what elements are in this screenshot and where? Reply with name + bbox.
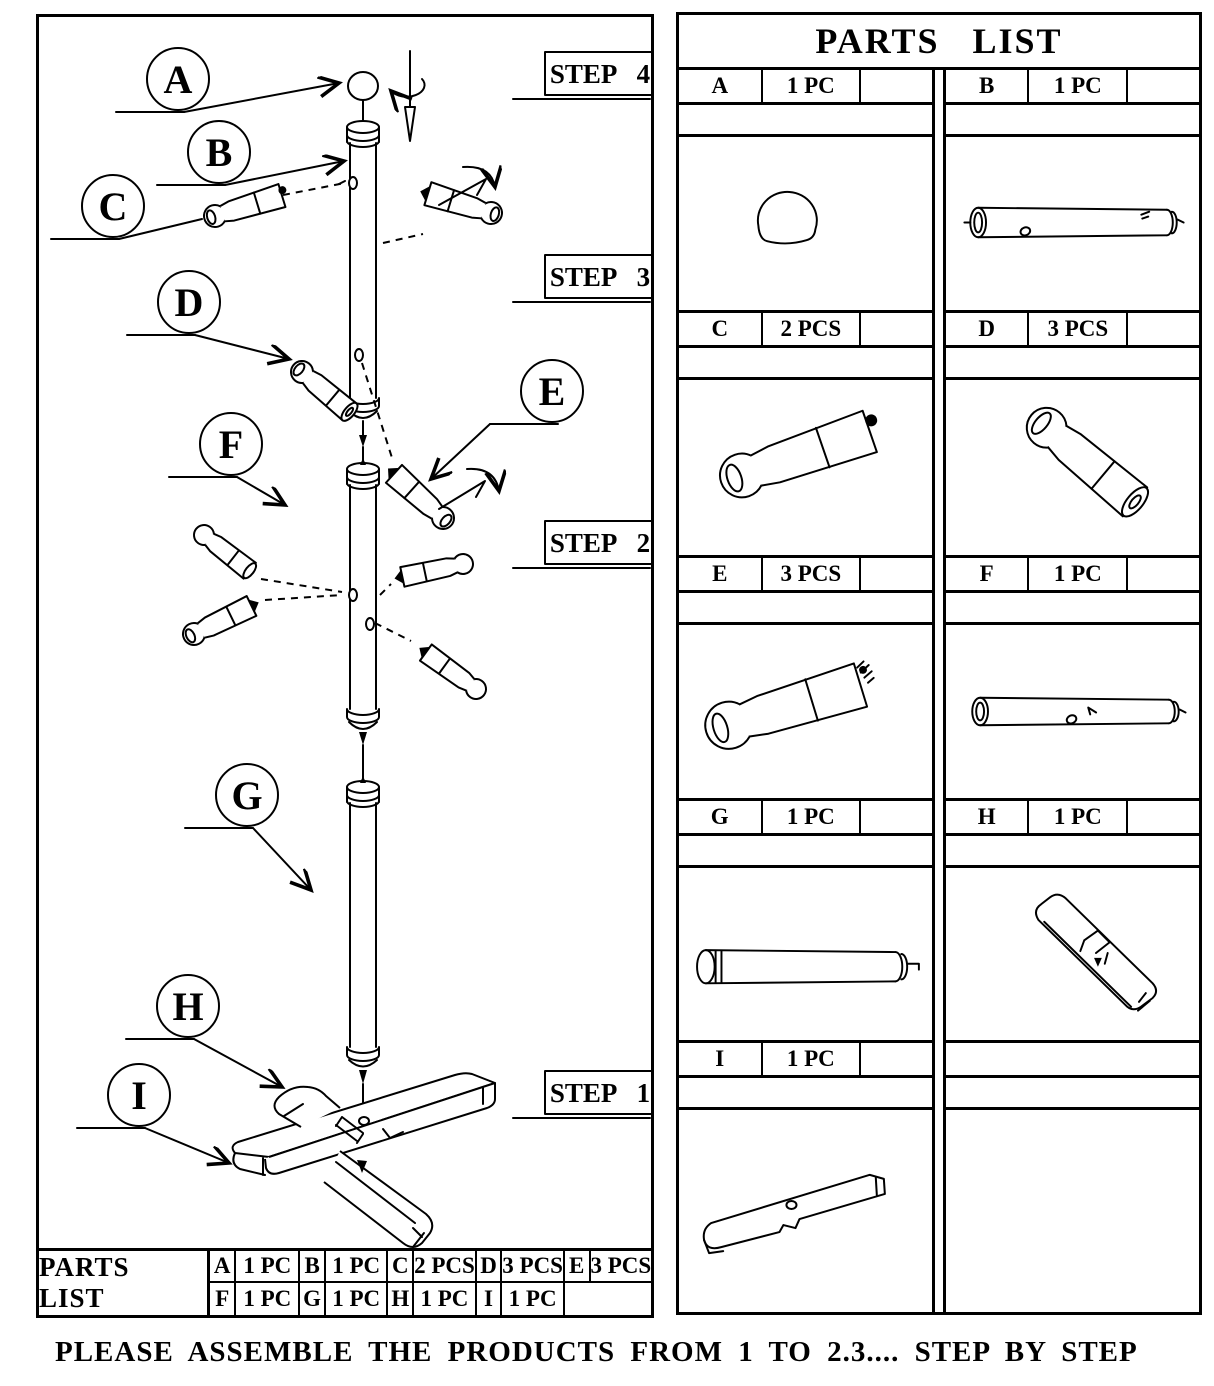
part-a-qty: 1 PC [763,70,862,102]
part-a-id: A [679,70,763,102]
parts-list-title: PARTS LIST [679,15,1199,70]
mini-part-c-qty: 2 PCS [414,1253,475,1278]
mini-part-b [298,1251,386,1283]
part-row-g [679,801,932,1043]
parts-column-left [679,70,932,1312]
mini-part-d-id: D [477,1251,503,1281]
part-row-h [946,801,1199,1043]
step2-box [513,521,651,568]
part-row-f [946,558,1199,801]
part-c-peg [201,182,291,230]
mini-parts-list-title: PARTS LIST [39,1251,210,1315]
step3-label: STEP 3 [549,262,651,292]
part-i-qty: 1 PC [763,1043,862,1075]
callout-b-label: B [205,130,233,175]
step2-peg-bottom-left [179,593,263,649]
mini-part-f-id: F [210,1283,236,1315]
callout-f-label: F [218,422,244,467]
step4-label: STEP 4 [549,59,651,89]
callout-e [431,360,583,479]
rotation-arrow-step2 [439,469,499,509]
part-g-pole [347,776,379,1114]
part-f-pole [347,458,379,780]
peg-being-screwed [383,167,505,243]
callout-d-label: D [174,280,204,325]
mini-part-e-qty: 3 PCS [590,1253,652,1278]
center-divider [932,70,946,1312]
step2-peg-top-left [190,521,259,581]
step2-label: STEP 2 [549,528,651,558]
part-a-drawing [679,137,932,310]
part-h-qty: 1 PC [1029,801,1128,833]
part-row-i [679,1043,932,1312]
mini-part-i-id: I [477,1283,503,1315]
mini-part-a [210,1251,298,1283]
mini-part-empty [563,1283,651,1315]
callout-d [127,271,289,359]
part-e-qty: 3 PCS [763,558,862,590]
callout-a-label: A [163,57,193,102]
part-h-drawing [946,868,1199,1040]
step3-box [513,255,651,302]
callout-i [77,1064,229,1163]
part-d-drawing [946,380,1199,555]
mini-part-f-qty: 1 PC [243,1286,292,1311]
mini-part-c [386,1251,474,1283]
mini-part-a-id: A [210,1251,236,1281]
part-row-b [946,70,1199,313]
part-e-drawing [679,625,932,798]
part-c-id: C [679,313,763,345]
part-b-drawing [946,137,1199,310]
mini-parts-grid [210,1251,651,1315]
mini-parts-list [39,1248,651,1315]
part-h-id: H [946,801,1030,833]
empty-part-drawing [946,1110,1199,1312]
part-c-qty: 2 PCS [763,313,862,345]
step1-box [513,1071,651,1118]
part-f-id: F [946,558,1030,590]
mini-part-i [475,1283,563,1315]
part-row-a [679,70,932,313]
assembly-diagram [39,17,651,1251]
step4-box [513,52,651,99]
empty-part-header [946,1043,1199,1078]
mini-part-g-id: G [300,1283,326,1315]
part-d-qty: 3 PCS [1029,313,1128,345]
parts-column-right [946,70,1199,1312]
part-e-id: E [679,558,763,590]
part-i-drawing [679,1110,932,1312]
parts-list-panel [676,12,1202,1315]
callout-e-label: E [538,369,566,414]
mini-part-i-qty: 1 PC [508,1286,557,1311]
callout-f [169,413,285,505]
part-row-c [679,313,932,558]
part-a-ball [348,72,378,121]
callout-a [116,48,339,112]
mini-part-g-qty: 1 PC [332,1286,381,1311]
part-g-drawing [679,868,932,1040]
mini-part-g [298,1283,386,1315]
part-i-id: I [679,1043,763,1075]
part-b-id: B [946,70,1030,102]
mini-part-h-id: H [388,1283,414,1315]
step2-peg-top-right [392,552,474,588]
callout-h-label: H [172,984,204,1029]
callout-g [185,764,311,890]
mini-part-e [563,1251,651,1283]
parts-list-body [679,70,1199,1312]
mini-part-a-qty: 1 PC [243,1253,292,1278]
callout-g-label: G [231,773,263,818]
step1-label: STEP 1 [549,1078,651,1108]
mini-part-h [386,1283,474,1315]
part-f-drawing [946,625,1199,798]
mini-part-b-id: B [300,1251,326,1281]
part-g-qty: 1 PC [763,801,862,833]
part-c-drawing [679,380,932,555]
mini-part-c-id: C [388,1251,414,1281]
part-f-qty: 1 PC [1029,558,1128,590]
callout-i-label: I [131,1073,147,1118]
mini-part-f [210,1283,298,1315]
part-b-qty: 1 PC [1029,70,1128,102]
mini-part-d [475,1251,563,1283]
mini-part-e-id: E [565,1251,591,1281]
mini-part-d-qty: 3 PCS [502,1253,563,1278]
rotation-arrow-top [391,51,425,141]
assembly-instruction-note: PLEASE ASSEMBLE THE PRODUCTS FROM 1 TO 2.3.... STEP BY STEP [55,1336,1138,1368]
mini-part-b-qty: 1 PC [332,1253,381,1278]
part-row-e [679,558,932,801]
mini-part-h-qty: 1 PC [420,1286,469,1311]
callout-c-label: C [98,184,128,229]
callout-b [157,121,344,185]
part-e-peg [380,460,459,535]
part-g-id: G [679,801,763,833]
step2-peg-bottom-right [413,640,489,703]
part-row-empty [946,1043,1199,1312]
assembly-diagram-panel [36,14,654,1318]
part-d-id: D [946,313,1030,345]
part-row-d [946,313,1199,558]
